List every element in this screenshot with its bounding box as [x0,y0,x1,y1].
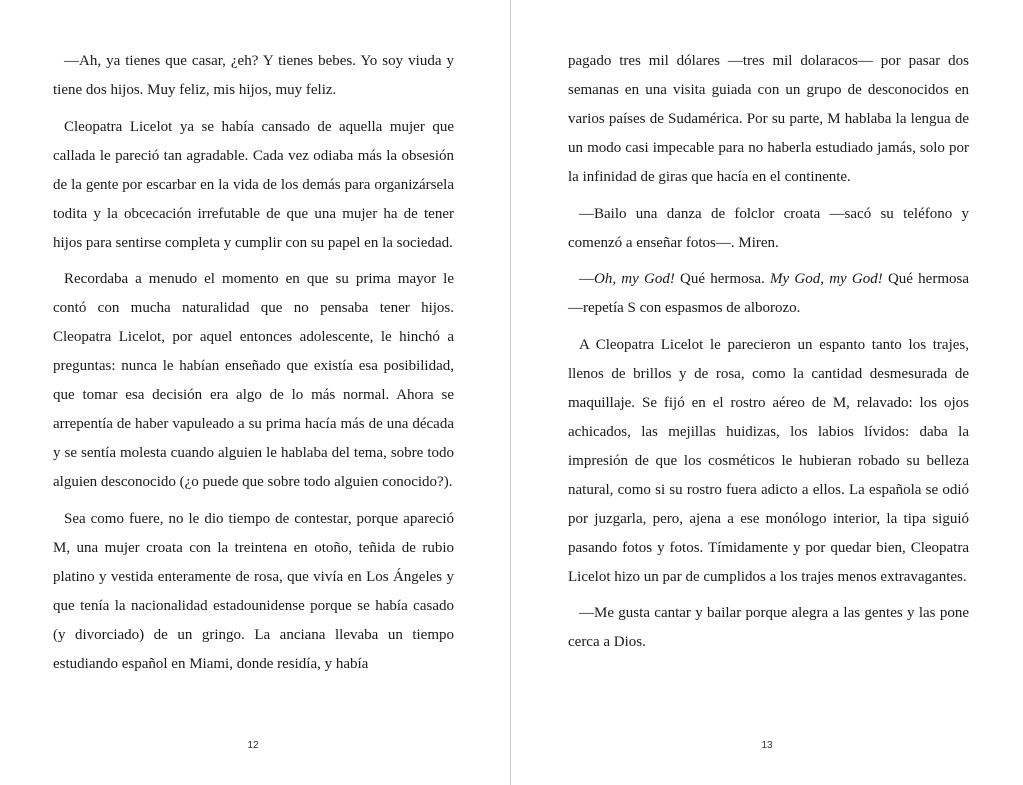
paragraph [53,265,454,497]
text-run: Qué hermosa. [674,271,771,287]
text-run: —Ah, ya tienes que casar, ¿eh? Y tienes bebes. Yo soy viuda y tiene dos hijos. Muy feliz, mis hijos, muy feliz. [53,53,454,98]
left-page-text [53,47,454,686]
left-page [0,0,510,785]
paragraph [568,265,969,323]
text-run: Qué hermosa —repetía S con espasmos de alborozo. [568,271,969,316]
text-run: — [579,271,594,287]
paragraph-continued [568,47,969,192]
paragraph [53,47,454,105]
text-run: pagado tres mil dólares —tres mil dolaracos— por pasar dos semanas en una visita guiada con un grupo de desconocidos en varios países de Sudamérica. Por su parte, M hablaba la lengua de un modo casi impecable para no haberla estudiado jamás, solo por la infinidad de giras que hacía en el continente. [568,53,969,185]
page-number: 12 [247,740,259,751]
text-run: Cleopatra Licelot ya se había cansado de aquella mujer que callada le pareció tan agradable. Cada vez odiaba más la obsesión de la gente por escarbar en la vida de los demás para organizársela todita y la obcecación irrefutable de que una mujer ha de tener hijos para sentirse completa y cumplir con su papel en la sociedad. [53,118,454,251]
italic-text-run: Oh, my God! [594,271,675,287]
page-divider [510,0,511,785]
paragraph [53,505,454,679]
text-run: A Cleopatra Licelot le parecieron un espanto tanto los trajes, llenos de brillos y de rosa, como la cantidad desmesurada de maquillaje. Se fijó en el rostro aéreo de M, relavado: los ojos achicados, las mejillas huidizas, los labios lívidos: daba la impresión de que los cosméticos le hubieran robado su belleza natural, como si su rostro fuera adicto a ellos. La española se odió por juzgarla, pero, ajena a ese monólogo interior, la tipa siguió pasando fotos y fotos. Tímidamente y por quedar bien, Cleopatra Licelot hizo un par de cumplidos a los trajes menos extravagantes. [568,336,969,585]
right-page-text [568,47,969,665]
paragraph [568,200,969,258]
paragraph [568,599,969,657]
italic-text-run: My God, my God! [770,271,883,287]
page-number: 13 [761,740,773,751]
paragraph [568,331,969,592]
paragraph [53,113,454,258]
text-run: Recordaba a menudo el momento en que su prima mayor le contó con mucha naturalidad que no pensaba tener hijos. Cleopatra Licelot, por aquel entonces adolescente, le hinchó a preguntas: nunca le habían enseñado que existía esa posibilidad, que tomar esa decisión era algo de lo más normal. Ahora se arrepentía de haber vapuleado a su prima hacía más de una década y se sentía molesta cuando alguien le hablaba del tema, sobre todo alguien desconocido (¿o puede que sobre todo alguien conocido?). [53,271,454,490]
text-run: —Bailo una danza de folclor croata —sacó su teléfono y comenzó a enseñar fotos—. Miren. [568,205,969,251]
right-page [512,0,1023,785]
text-run: —Me gusta cantar y bailar porque alegra a las gentes y las pone cerca a Dios. [568,605,969,650]
text-run: Sea como fuere, no le dio tiempo de contestar, porque apareció M, una mujer croata con la treintena en otoño, teñida de rubio platino y vestida enteramente de rosa, que vivía en Los Ángeles y que tenía la nacionalidad estadounidense porque se había casado (y divorciado) de un gringo. La anciana llevaba un tiempo estudiando español en Miami, donde residía, y había [53,510,454,672]
